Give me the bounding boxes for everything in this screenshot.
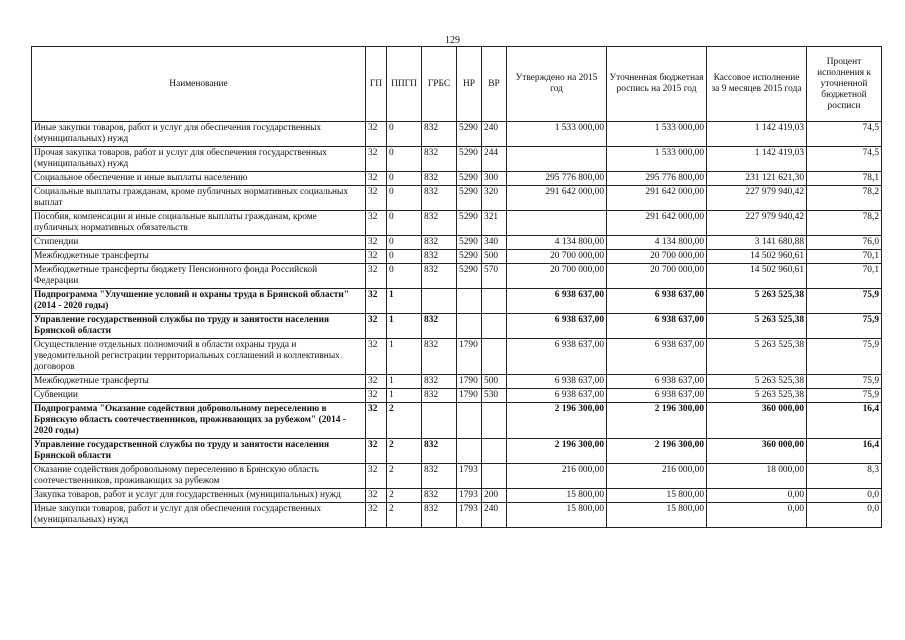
row-refined-cell: 6 938 637,00	[607, 339, 707, 375]
table-row	[32, 172, 882, 186]
row-ppgp-cell: 2	[387, 403, 422, 439]
table-row	[32, 389, 882, 403]
row-vr-cell	[482, 289, 507, 314]
row-refined-cell: 1 533 000,00	[607, 147, 707, 172]
row-gp-cell: 32	[366, 389, 387, 403]
table-row	[32, 314, 882, 339]
row-percent-cell: 75,9	[807, 314, 882, 339]
row-ppgp-cell: 0	[387, 122, 422, 147]
row-ppgp-cell: 1	[387, 339, 422, 375]
row-grbs-cell: 832	[422, 236, 457, 250]
row-grbs-cell: 832	[422, 375, 457, 389]
header-percent: Процент исполнения к уточненной бюджетной росписи	[807, 47, 882, 122]
row-vr-cell: 240	[482, 503, 507, 528]
row-percent-cell: 0,0	[807, 489, 882, 503]
table-row	[32, 211, 882, 236]
row-gp-cell: 32	[366, 211, 387, 236]
row-grbs-cell: 832	[422, 489, 457, 503]
row-approved-cell: 20 700 000,00	[507, 250, 607, 264]
row-vr-cell: 500	[482, 250, 507, 264]
row-ppgp-cell: 1	[387, 289, 422, 314]
row-refined-cell: 1 533 000,00	[607, 122, 707, 147]
row-name-cell: Закупка товаров, работ и услуг для государственных (муниципальных) нужд	[32, 489, 366, 503]
header-cash: Кассовое исполнение за 9 месяцев 2015 года	[707, 47, 807, 122]
header-np: НР	[457, 47, 482, 122]
budget-execution-table	[31, 46, 882, 528]
row-cash-cell: 0,00	[707, 489, 807, 503]
row-percent-cell: 0,0	[807, 503, 882, 528]
row-cash-cell: 231 121 621,30	[707, 172, 807, 186]
row-cash-cell: 0,00	[707, 503, 807, 528]
row-approved-cell: 2 196 300,00	[507, 439, 607, 464]
row-vr-cell: 570	[482, 264, 507, 289]
row-refined-cell: 2 196 300,00	[607, 403, 707, 439]
row-percent-cell: 75,9	[807, 375, 882, 389]
row-percent-cell: 70,1	[807, 250, 882, 264]
row-name-cell: Межбюджетные трансферты бюджету Пенсионного фонда Российской Федерации	[32, 264, 366, 289]
row-np-cell: 1793	[457, 489, 482, 503]
row-approved-cell: 6 938 637,00	[507, 389, 607, 403]
row-cash-cell: 3 141 680,88	[707, 236, 807, 250]
row-refined-cell: 291 642 000,00	[607, 211, 707, 236]
row-cash-cell: 18 000,00	[707, 464, 807, 489]
row-cash-cell: 360 000,00	[707, 403, 807, 439]
row-np-cell: 1793	[457, 464, 482, 489]
table-row	[32, 503, 882, 528]
table-row	[32, 489, 882, 503]
row-vr-cell	[482, 439, 507, 464]
row-approved-cell: 2 196 300,00	[507, 403, 607, 439]
row-ppgp-cell: 0	[387, 264, 422, 289]
row-cash-cell: 1 142 419,03	[707, 147, 807, 172]
row-percent-cell: 16,4	[807, 403, 882, 439]
row-approved-cell: 6 938 637,00	[507, 339, 607, 375]
row-percent-cell: 75,9	[807, 289, 882, 314]
table-header-row	[32, 47, 882, 122]
row-ppgp-cell: 1	[387, 375, 422, 389]
row-approved-cell: 20 700 000,00	[507, 264, 607, 289]
row-name-cell: Межбюджетные трансферты	[32, 375, 366, 389]
table-row	[32, 122, 882, 147]
row-approved-cell	[507, 147, 607, 172]
row-cash-cell: 5 263 525,38	[707, 314, 807, 339]
row-approved-cell: 6 938 637,00	[507, 289, 607, 314]
row-refined-cell: 2 196 300,00	[607, 439, 707, 464]
row-percent-cell: 74,5	[807, 122, 882, 147]
row-cash-cell: 5 263 525,38	[707, 289, 807, 314]
row-gp-cell: 32	[366, 236, 387, 250]
table-row	[32, 439, 882, 464]
row-approved-cell: 295 776 800,00	[507, 172, 607, 186]
row-np-cell	[457, 314, 482, 339]
row-gp-cell: 32	[366, 264, 387, 289]
row-ppgp-cell: 2	[387, 439, 422, 464]
row-approved-cell	[507, 211, 607, 236]
row-np-cell: 5290	[457, 236, 482, 250]
row-gp-cell: 32	[366, 289, 387, 314]
row-approved-cell: 4 134 800,00	[507, 236, 607, 250]
row-gp-cell: 32	[366, 339, 387, 375]
row-name-cell: Прочая закупка товаров, работ и услуг для обеспечения государственных (муниципальных) нужд	[32, 147, 366, 172]
row-ppgp-cell: 0	[387, 186, 422, 211]
row-np-cell	[457, 439, 482, 464]
row-gp-cell: 32	[366, 250, 387, 264]
row-refined-cell: 6 938 637,00	[607, 314, 707, 339]
row-ppgp-cell: 0	[387, 172, 422, 186]
table-row	[32, 236, 882, 250]
row-approved-cell: 6 938 637,00	[507, 314, 607, 339]
row-refined-cell: 4 134 800,00	[607, 236, 707, 250]
row-cash-cell: 227 979 940,42	[707, 211, 807, 236]
row-np-cell: 5290	[457, 264, 482, 289]
row-np-cell: 5290	[457, 186, 482, 211]
row-refined-cell: 216 000,00	[607, 464, 707, 489]
row-name-cell: Подпрограмма "Улучшение условий и охраны труда в Брянской области" (2014 - 2020 годы)	[32, 289, 366, 314]
row-np-cell: 1793	[457, 503, 482, 528]
row-percent-cell: 78,2	[807, 186, 882, 211]
row-np-cell	[457, 403, 482, 439]
row-name-cell: Иные закупки товаров, работ и услуг для обеспечения государственных (муниципальных) нужд	[32, 503, 366, 528]
row-grbs-cell: 832	[422, 339, 457, 375]
row-ppgp-cell: 0	[387, 147, 422, 172]
row-cash-cell: 1 142 419,03	[707, 122, 807, 147]
row-cash-cell: 5 263 525,38	[707, 339, 807, 375]
row-grbs-cell: 832	[422, 503, 457, 528]
row-refined-cell: 20 700 000,00	[607, 250, 707, 264]
row-cash-cell: 360 000,00	[707, 439, 807, 464]
row-refined-cell: 20 700 000,00	[607, 264, 707, 289]
row-ppgp-cell: 0	[387, 236, 422, 250]
row-cash-cell: 5 263 525,38	[707, 389, 807, 403]
header-ppgp: ППГП	[387, 47, 422, 122]
row-grbs-cell: 832	[422, 250, 457, 264]
row-np-cell: 5290	[457, 250, 482, 264]
row-name-cell: Иные закупки товаров, работ и услуг для обеспечения государственных (муниципальных) нужд	[32, 122, 366, 147]
row-grbs-cell	[422, 403, 457, 439]
row-vr-cell: 240	[482, 122, 507, 147]
row-refined-cell: 6 938 637,00	[607, 375, 707, 389]
row-np-cell: 5290	[457, 172, 482, 186]
row-np-cell: 5290	[457, 211, 482, 236]
row-grbs-cell: 832	[422, 264, 457, 289]
row-name-cell: Пособия, компенсации и иные социальные выплаты гражданам, кроме публичных нормативных обязательств	[32, 211, 366, 236]
row-name-cell: Межбюджетные трансферты	[32, 250, 366, 264]
row-percent-cell: 78,1	[807, 172, 882, 186]
row-np-cell: 5290	[457, 122, 482, 147]
row-np-cell: 1790	[457, 389, 482, 403]
row-grbs-cell: 832	[422, 122, 457, 147]
row-refined-cell: 15 800,00	[607, 503, 707, 528]
row-gp-cell: 32	[366, 122, 387, 147]
row-gp-cell: 32	[366, 375, 387, 389]
row-ppgp-cell: 0	[387, 250, 422, 264]
table-row	[32, 264, 882, 289]
row-percent-cell: 8,3	[807, 464, 882, 489]
table-body	[32, 122, 882, 528]
row-np-cell: 1790	[457, 339, 482, 375]
row-np-cell: 1790	[457, 375, 482, 389]
row-grbs-cell: 832	[422, 389, 457, 403]
row-percent-cell: 75,9	[807, 339, 882, 375]
row-ppgp-cell: 2	[387, 464, 422, 489]
row-percent-cell: 70,1	[807, 264, 882, 289]
row-vr-cell: 320	[482, 186, 507, 211]
header-name: Наименование	[32, 47, 366, 122]
row-cash-cell: 14 502 960,61	[707, 250, 807, 264]
row-approved-cell: 6 938 637,00	[507, 375, 607, 389]
header-grbs: ГРБС	[422, 47, 457, 122]
row-name-cell: Социальное обеспечение и иные выплаты населению	[32, 172, 366, 186]
row-gp-cell: 32	[366, 489, 387, 503]
row-name-cell: Оказание содействия добровольному переселению в Брянскую область соотечественников, проживающих за рубежом	[32, 464, 366, 489]
row-vr-cell	[482, 403, 507, 439]
table-row	[32, 339, 882, 375]
row-vr-cell	[482, 464, 507, 489]
row-name-cell: Управление государственной службы по труду и занятости населения Брянской области	[32, 439, 366, 464]
row-name-cell: Осуществление отдельных полномочий в области охраны труда и уведомительной регистрации территориальных соглашений и коллективных договоров	[32, 339, 366, 375]
row-vr-cell: 200	[482, 489, 507, 503]
table-row	[32, 289, 882, 314]
row-vr-cell: 244	[482, 147, 507, 172]
row-cash-cell: 227 979 940,42	[707, 186, 807, 211]
table-row	[32, 250, 882, 264]
row-gp-cell: 32	[366, 464, 387, 489]
row-refined-cell: 6 938 637,00	[607, 289, 707, 314]
row-gp-cell: 32	[366, 403, 387, 439]
row-refined-cell: 291 642 000,00	[607, 186, 707, 211]
row-grbs-cell: 832	[422, 147, 457, 172]
row-percent-cell: 74,5	[807, 147, 882, 172]
row-cash-cell: 5 263 525,38	[707, 375, 807, 389]
row-gp-cell: 32	[366, 314, 387, 339]
row-gp-cell: 32	[366, 503, 387, 528]
row-vr-cell: 321	[482, 211, 507, 236]
row-np-cell: 5290	[457, 147, 482, 172]
row-grbs-cell: 832	[422, 186, 457, 211]
row-grbs-cell: 832	[422, 464, 457, 489]
row-vr-cell	[482, 339, 507, 375]
header-vr: ВР	[482, 47, 507, 122]
row-np-cell	[457, 289, 482, 314]
row-percent-cell: 78,2	[807, 211, 882, 236]
row-vr-cell	[482, 314, 507, 339]
row-approved-cell: 15 800,00	[507, 503, 607, 528]
table-row	[32, 186, 882, 211]
header-approved: Утверждено на 2015 год	[507, 47, 607, 122]
row-vr-cell: 530	[482, 389, 507, 403]
row-refined-cell: 15 800,00	[607, 489, 707, 503]
row-gp-cell: 32	[366, 147, 387, 172]
row-ppgp-cell: 1	[387, 389, 422, 403]
table-row	[32, 375, 882, 389]
row-approved-cell: 15 800,00	[507, 489, 607, 503]
header-refined: Уточненная бюджетная роспись на 2015 год	[607, 47, 707, 122]
row-gp-cell: 32	[366, 186, 387, 211]
row-name-cell: Субвенции	[32, 389, 366, 403]
row-grbs-cell: 832	[422, 314, 457, 339]
row-refined-cell: 295 776 800,00	[607, 172, 707, 186]
row-gp-cell: 32	[366, 439, 387, 464]
page-number: 129	[445, 35, 460, 46]
row-approved-cell: 291 642 000,00	[507, 186, 607, 211]
row-percent-cell: 75,9	[807, 389, 882, 403]
row-approved-cell: 216 000,00	[507, 464, 607, 489]
row-vr-cell: 340	[482, 236, 507, 250]
row-ppgp-cell: 2	[387, 489, 422, 503]
row-grbs-cell: 832	[422, 211, 457, 236]
row-name-cell: Стипендии	[32, 236, 366, 250]
table-row	[32, 403, 882, 439]
row-percent-cell: 16,4	[807, 439, 882, 464]
row-ppgp-cell: 2	[387, 503, 422, 528]
row-approved-cell: 1 533 000,00	[507, 122, 607, 147]
row-ppgp-cell: 0	[387, 211, 422, 236]
row-name-cell: Управление государственной службы по труду и занятости населения Брянской области	[32, 314, 366, 339]
row-vr-cell: 500	[482, 375, 507, 389]
table-row	[32, 464, 882, 489]
row-percent-cell: 76,0	[807, 236, 882, 250]
row-ppgp-cell: 1	[387, 314, 422, 339]
row-refined-cell: 6 938 637,00	[607, 389, 707, 403]
row-grbs-cell	[422, 289, 457, 314]
row-name-cell: Социальные выплаты гражданам, кроме публичных нормативных социальных выплат	[32, 186, 366, 211]
row-cash-cell: 14 502 960,61	[707, 264, 807, 289]
header-gp: ГП	[366, 47, 387, 122]
row-name-cell: Подпрограмма "Оказание содействия добровольному переселению в Брянскую область соотечественников, проживающих за рубежом" (2014 - 2020 годы)	[32, 403, 366, 439]
row-grbs-cell: 832	[422, 172, 457, 186]
row-gp-cell: 32	[366, 172, 387, 186]
row-grbs-cell: 832	[422, 439, 457, 464]
row-vr-cell: 300	[482, 172, 507, 186]
table-row	[32, 147, 882, 172]
